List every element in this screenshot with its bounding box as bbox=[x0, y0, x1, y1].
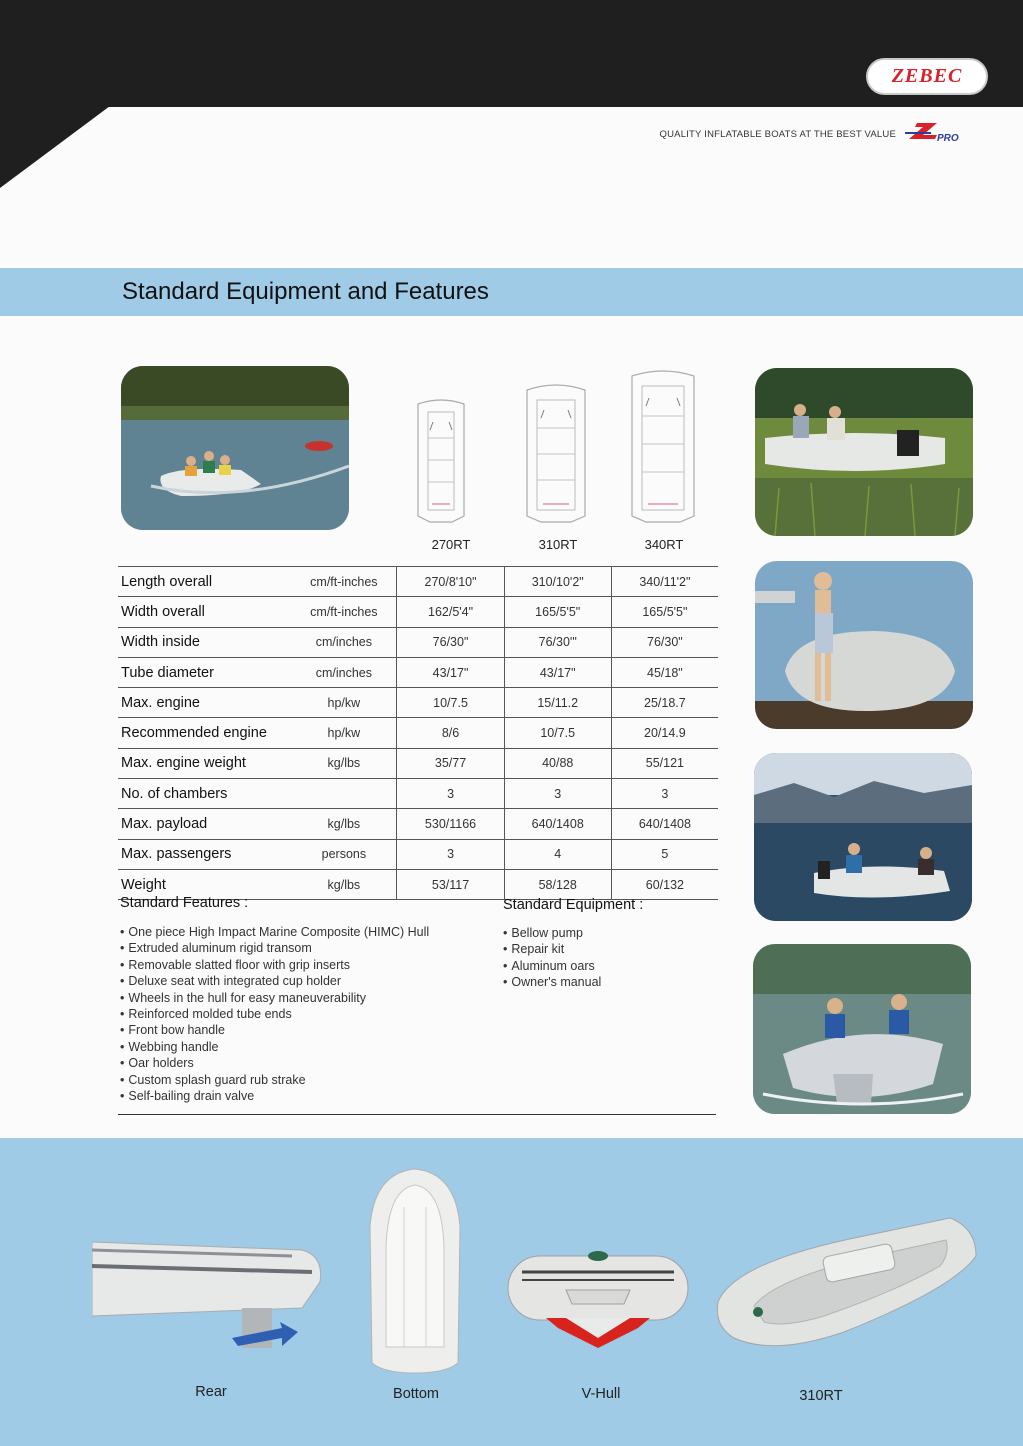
table-row bbox=[118, 809, 718, 839]
spec-unit bbox=[291, 779, 397, 809]
spec-unit: cm/ft-inches bbox=[291, 597, 397, 627]
spec-value: 76/30" bbox=[611, 627, 718, 657]
spec-label: Tube diameter bbox=[118, 657, 291, 687]
header-bar bbox=[0, 0, 1023, 107]
list-item: • Self-bailing drain valve bbox=[120, 1088, 490, 1104]
list-item: • Webbing handle bbox=[120, 1039, 490, 1055]
features-heading: Standard Features : bbox=[120, 895, 249, 911]
list-item: • Oar holders bbox=[120, 1055, 490, 1071]
label-310rt: 310RT bbox=[799, 1388, 843, 1404]
beach-carry-photo bbox=[755, 561, 973, 729]
features-list bbox=[120, 924, 490, 1104]
table-row bbox=[118, 839, 718, 869]
spec-value: 25/18.7 bbox=[611, 688, 718, 718]
spec-value: 43/17" bbox=[397, 657, 504, 687]
spec-unit: hp/kw bbox=[291, 718, 397, 748]
model-label-270rt: 270RT bbox=[431, 537, 471, 552]
spec-value: 8/6 bbox=[397, 718, 504, 748]
label-v-hull: V-Hull bbox=[581, 1386, 621, 1402]
spec-label: Weight bbox=[118, 869, 291, 899]
spec-unit: kg/lbs bbox=[291, 809, 397, 839]
family-boating-photo bbox=[121, 366, 349, 530]
section-divider bbox=[118, 1114, 716, 1115]
spec-value: 15/11.2 bbox=[504, 688, 611, 718]
rear-transom-image bbox=[92, 1236, 324, 1372]
spec-value: 3 bbox=[397, 839, 504, 869]
spec-label: Length overall bbox=[118, 567, 291, 597]
page-title: Standard Equipment and Features bbox=[122, 278, 489, 305]
spec-value: 43/17" bbox=[504, 657, 611, 687]
spec-label: Width inside bbox=[118, 627, 291, 657]
spec-value: 60/132 bbox=[611, 869, 718, 899]
table-row bbox=[118, 657, 718, 687]
spec-value: 270/8'10" bbox=[397, 567, 504, 597]
spec-label: Max. passengers bbox=[118, 839, 291, 869]
spec-label: Max. payload bbox=[118, 809, 291, 839]
list-item: • Front bow handle bbox=[120, 1022, 490, 1038]
spec-unit: kg/lbs bbox=[291, 748, 397, 778]
spec-value: 165/5'5" bbox=[504, 597, 611, 627]
couple-boating-photo bbox=[753, 944, 971, 1114]
spec-value: 35/77 bbox=[397, 748, 504, 778]
spec-unit: persons bbox=[291, 839, 397, 869]
spec-label: Max. engine bbox=[118, 688, 291, 718]
diagram-310rt bbox=[517, 384, 595, 526]
list-item: • Extruded aluminum rigid transom bbox=[120, 940, 490, 956]
fishing-boat-photo bbox=[755, 368, 973, 536]
spec-value: 45/18" bbox=[611, 657, 718, 687]
spec-value: 55/121 bbox=[611, 748, 718, 778]
spec-table bbox=[118, 566, 718, 900]
model-label-340rt: 340RT bbox=[644, 537, 684, 552]
bottom-hull-image bbox=[366, 1167, 464, 1375]
spec-unit: cm/inches bbox=[291, 627, 397, 657]
spec-value: 3 bbox=[611, 779, 718, 809]
model-label-310rt: 310RT bbox=[538, 537, 578, 552]
label-rear: Rear bbox=[195, 1384, 227, 1400]
spec-value: 20/14.9 bbox=[611, 718, 718, 748]
spec-label: No. of chambers bbox=[118, 779, 291, 809]
list-item: • Owner's manual bbox=[503, 974, 703, 990]
spec-value: 58/128 bbox=[504, 869, 611, 899]
list-item: • One piece High Impact Marine Composite (HIMC) Hull bbox=[120, 924, 490, 940]
label-bottom: Bottom bbox=[393, 1386, 439, 1402]
spec-value: 76/30'" bbox=[504, 627, 611, 657]
spec-value: 165/5'5" bbox=[611, 597, 718, 627]
spec-value: 640/1408 bbox=[504, 809, 611, 839]
spec-value: 3 bbox=[504, 779, 611, 809]
diagram-340rt bbox=[622, 370, 704, 526]
equipment-list bbox=[503, 925, 703, 991]
table-row bbox=[118, 627, 718, 657]
pro-text: PRO bbox=[937, 133, 959, 144]
table-row bbox=[118, 597, 718, 627]
diagram-270rt bbox=[408, 398, 474, 526]
list-item: • Custom splash guard rub strake bbox=[120, 1072, 490, 1088]
spec-label: Width overall bbox=[118, 597, 291, 627]
header-wedge bbox=[0, 106, 110, 188]
table-row bbox=[118, 779, 718, 809]
z-pro-logo bbox=[903, 121, 975, 145]
tagline: QUALITY INFLATABLE BOATS AT THE BEST VALUE bbox=[659, 129, 896, 140]
spec-value: 40/88 bbox=[504, 748, 611, 778]
spec-unit: kg/lbs bbox=[291, 869, 397, 899]
list-item: • Deluxe seat with integrated cup holder bbox=[120, 973, 490, 989]
spec-unit: cm/ft-inches bbox=[291, 567, 397, 597]
spec-value: 10/7.5 bbox=[504, 718, 611, 748]
zebec-logo bbox=[866, 58, 988, 95]
list-item: • Repair kit bbox=[503, 941, 703, 957]
spec-value: 5 bbox=[611, 839, 718, 869]
spec-label: Recommended engine bbox=[118, 718, 291, 748]
list-item: • Bellow pump bbox=[503, 925, 703, 941]
lake-cruise-photo bbox=[754, 753, 972, 921]
v-hull-image bbox=[506, 1248, 690, 1360]
spec-value: 10/7.5 bbox=[397, 688, 504, 718]
boat-310rt-image bbox=[714, 1210, 978, 1360]
table-row bbox=[118, 688, 718, 718]
spec-value: 340/11'2" bbox=[611, 567, 718, 597]
spec-value: 310/10'2" bbox=[504, 567, 611, 597]
table-row bbox=[118, 567, 718, 597]
list-item: • Removable slatted floor with grip inserts bbox=[120, 957, 490, 973]
list-item: • Wheels in the hull for easy maneuverability bbox=[120, 990, 490, 1006]
equipment-heading: Standard Equipment : bbox=[503, 897, 644, 913]
spec-value: 3 bbox=[397, 779, 504, 809]
spec-value: 53/117 bbox=[397, 869, 504, 899]
table-row bbox=[118, 718, 718, 748]
spec-unit: cm/inches bbox=[291, 657, 397, 687]
spec-value: 530/1166 bbox=[397, 809, 504, 839]
spec-label: Max. engine weight bbox=[118, 748, 291, 778]
logo-text: ZEBEC bbox=[891, 65, 963, 87]
spec-value: 76/30" bbox=[397, 627, 504, 657]
list-item: • Reinforced molded tube ends bbox=[120, 1006, 490, 1022]
spec-unit: hp/kw bbox=[291, 688, 397, 718]
spec-value: 640/1408 bbox=[611, 809, 718, 839]
table-row bbox=[118, 748, 718, 778]
list-item: • Aluminum oars bbox=[503, 958, 703, 974]
spec-value: 4 bbox=[504, 839, 611, 869]
spec-value: 162/5'4" bbox=[397, 597, 504, 627]
